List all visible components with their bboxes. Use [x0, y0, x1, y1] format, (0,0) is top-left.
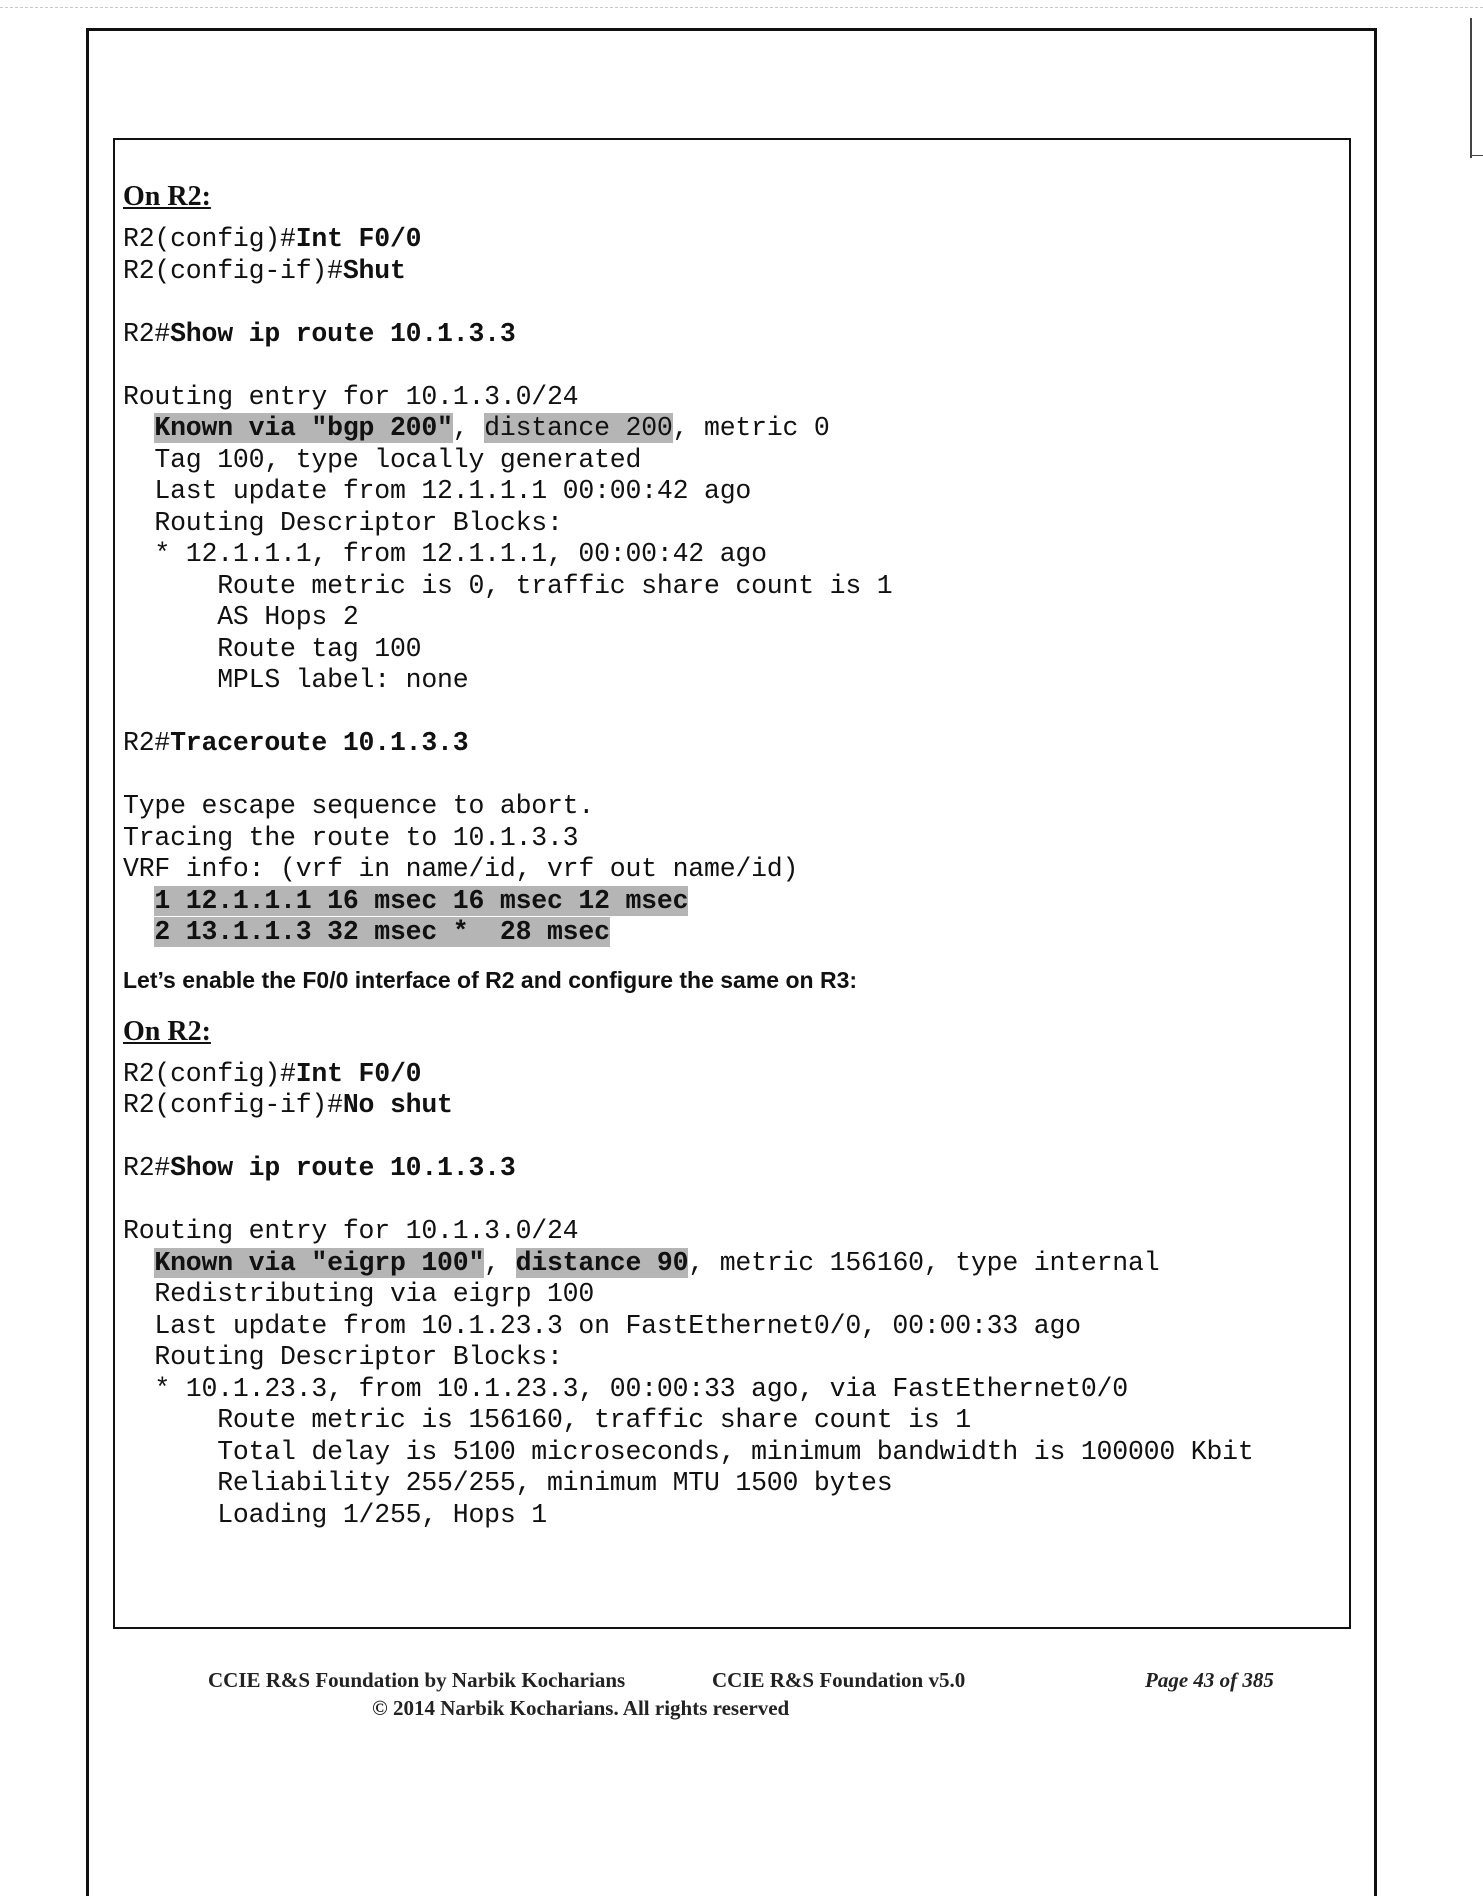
- footer-page-number: Page 43 of 385: [1145, 1668, 1274, 1692]
- trace-hop-highlight: 2 13.1.1.3 32 msec * 28 msec: [154, 917, 610, 947]
- footer-copyright: © 2014 Narbik Kocharians. All rights reserved: [372, 1696, 790, 1720]
- show-command-line: [123, 319, 1343, 351]
- metric-text: , metric 156160, type internal: [688, 1247, 1160, 1278]
- config-line: [123, 1090, 1343, 1122]
- output-line: Routing entry for 10.1.3.0/24: [123, 1216, 579, 1246]
- section-heading-1: On R2:: [123, 181, 211, 212]
- output-line: * 12.1.1.1, from 12.1.1.1, 00:00:42 ago: [123, 539, 767, 569]
- output-line: Total delay is 5100 microseconds, minimum bandwidth is 100000 Kbit: [123, 1436, 1254, 1467]
- prompt: R2#: [123, 318, 171, 349]
- trace-hop-line: [123, 917, 1343, 949]
- command: Show ip route 10.1.3.3: [170, 318, 516, 349]
- prompt: R2(config-if)#: [123, 255, 343, 286]
- command: Int F0/0: [295, 224, 422, 254]
- known-via-highlight: Known via "eigrp 100": [154, 1247, 485, 1278]
- output-line: Routing entry for 10.1.3.0/24: [123, 381, 579, 412]
- prompt: R2#: [123, 728, 171, 758]
- output-line: Last update from 10.1.23.3 on FastEthernet0/0, 00:00:33 ago: [123, 1310, 1081, 1341]
- known-via-highlight: Known via "bgp 200": [154, 413, 453, 443]
- section-heading-2: On R2:: [123, 1015, 211, 1047]
- command: No shut: [342, 1090, 453, 1120]
- document-content: [123, 170, 1343, 1531]
- output-line: Loading 1/255, Hops 1: [123, 1499, 547, 1530]
- command: Shut: [342, 255, 406, 286]
- output-line: Route tag 100: [123, 633, 422, 664]
- output-line: Routing Descriptor Blocks:: [123, 507, 563, 538]
- footer-book-title: CCIE R&S Foundation by Narbik Kocharians: [208, 1668, 626, 1692]
- output-line: Tracing the route to 10.1.3.3: [123, 822, 579, 853]
- config-line: [123, 224, 1343, 256]
- output-line: Routing Descriptor Blocks:: [123, 1342, 563, 1372]
- separator: ,: [452, 413, 485, 443]
- trace-hop-line: [123, 886, 1343, 918]
- metric-text: , metric 0: [672, 413, 830, 443]
- prompt: R2(config)#: [123, 1058, 296, 1089]
- trace-hop-highlight: 1 12.1.1.1 16 msec 16 msec 12 msec: [154, 885, 689, 916]
- distance-highlight: distance 90: [515, 1247, 689, 1278]
- output-line: Redistributing via eigrp 100: [123, 1279, 595, 1309]
- output-line-highlighted: [123, 1248, 1343, 1280]
- output-line: MPLS label: none: [123, 665, 469, 695]
- output-line: * 10.1.23.3, from 10.1.23.3, 00:00:33 ago, via FastEthernet0/0: [123, 1373, 1128, 1404]
- scan-margin-mark: [1470, 18, 1472, 158]
- command: Traceroute 10.1.3.3: [170, 728, 469, 758]
- traceroute-command-line: [123, 728, 1343, 760]
- scan-margin-tick: [1470, 155, 1483, 156]
- output-line: AS Hops 2: [123, 602, 359, 632]
- footer-edition: CCIE R&S Foundation v5.0: [712, 1668, 966, 1692]
- instruction-note: Let’s enable the F0/0 interface of R2 and configure the same on R3:: [123, 966, 858, 993]
- output-line: Route metric is 156160, traffic share count is 1: [123, 1405, 971, 1435]
- show-command-line: [123, 1153, 1343, 1185]
- output-line: Route metric is 0, traffic share count is 1: [123, 570, 893, 601]
- scan-top-edge: [0, 7, 1483, 8]
- output-line: Reliability 255/255, minimum MTU 1500 bytes: [123, 1468, 893, 1498]
- prompt: R2(config-if)#: [123, 1090, 343, 1120]
- output-line: VRF info: (vrf in name/id, vrf out name/id): [123, 854, 799, 884]
- command: Show ip route 10.1.3.3: [170, 1153, 516, 1183]
- output-line-highlighted: [123, 413, 1343, 445]
- prompt: R2(config)#: [123, 224, 296, 254]
- config-line: [123, 1059, 1343, 1091]
- output-line: Last update from 12.1.1.1 00:00:42 ago: [123, 476, 752, 506]
- output-line: Type escape sequence to abort.: [123, 791, 595, 821]
- prompt: R2#: [123, 1153, 171, 1183]
- distance-highlight: distance 200: [484, 413, 673, 443]
- command: Int F0/0: [295, 1058, 422, 1089]
- output-line: Tag 100, type locally generated: [123, 444, 642, 475]
- separator: ,: [484, 1247, 516, 1278]
- config-line: [123, 256, 1343, 288]
